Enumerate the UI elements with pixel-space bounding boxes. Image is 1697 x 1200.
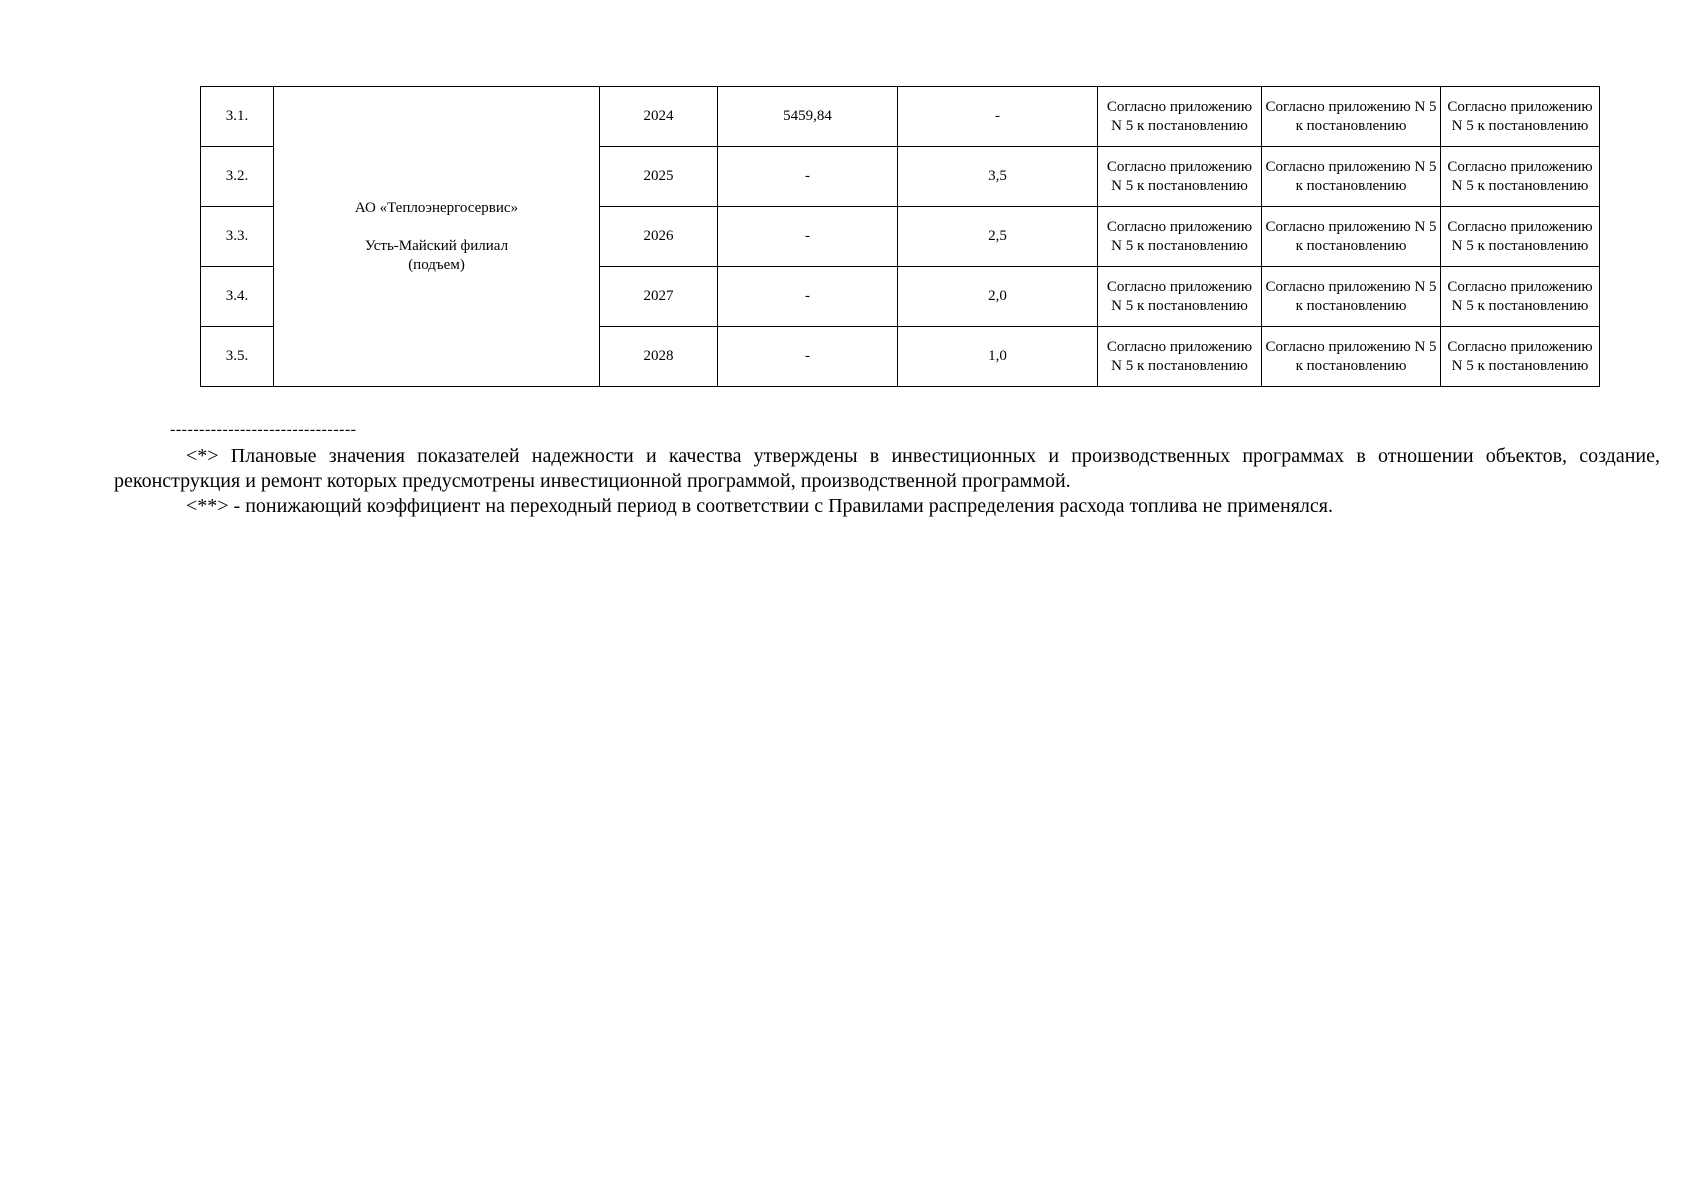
reference-cell-1 xyxy=(1098,147,1262,207)
reference-cell-1 xyxy=(1098,267,1262,327)
reference-text: Согласно приложению N 5 к постановлению xyxy=(1447,278,1593,314)
reference-text: Согласно приложению N 5 к постановлению xyxy=(1447,338,1593,374)
year-cell: 2027 xyxy=(600,267,718,327)
reference-text: Согласно приложению N 5 к постановлению xyxy=(1106,218,1253,254)
value-b-cell: 1,0 xyxy=(898,327,1098,387)
organization-spacer xyxy=(276,218,597,237)
reference-text: Согласно приложению N 5 к постановлению xyxy=(1447,218,1593,254)
reference-text: Согласно приложению N 5 к постановлению xyxy=(1265,98,1437,134)
reference-text: Согласно приложению N 5 к постановлению xyxy=(1265,338,1437,374)
reference-cell-2 xyxy=(1262,147,1441,207)
reference-cell-3 xyxy=(1441,327,1600,387)
footnotes xyxy=(114,420,1660,519)
organization-name: АО «Теплоэнергосервис» xyxy=(354,199,519,216)
value-b-cell: 2,5 xyxy=(898,207,1098,267)
value-a-cell: 5459,84 xyxy=(718,87,898,147)
reference-text: Согласно приложению N 5 к постановлению xyxy=(1447,98,1593,134)
value-a-cell: - xyxy=(718,147,898,207)
reference-cell-3 xyxy=(1441,87,1600,147)
indicators-table xyxy=(200,86,1600,387)
reference-text: Согласно приложению N 5 к постановлению xyxy=(1106,98,1253,134)
row-number: 3.5. xyxy=(201,327,274,387)
year-cell: 2028 xyxy=(600,327,718,387)
reference-text: Согласно приложению N 5 к постановлению xyxy=(1106,158,1253,194)
reference-cell-2 xyxy=(1262,327,1441,387)
organization-note: (подъем) xyxy=(408,256,465,273)
row-number: 3.1. xyxy=(201,87,274,147)
value-b-cell: 3,5 xyxy=(898,147,1098,207)
reference-cell-3 xyxy=(1441,207,1600,267)
reference-cell-3 xyxy=(1441,147,1600,207)
value-a-cell: - xyxy=(718,207,898,267)
year-cell: 2024 xyxy=(600,87,718,147)
organization-cell xyxy=(274,87,600,387)
reference-cell-1 xyxy=(1098,207,1262,267)
reference-text: Согласно приложению N 5 к постановлению xyxy=(1265,278,1437,314)
value-a-cell: - xyxy=(718,267,898,327)
footnote-2: <**> - понижающий коэффициент на переходный период в соответствии с Правилами распределения расхода топлива не применялся. xyxy=(186,495,1333,517)
reference-text: Согласно приложению N 5 к постановлению xyxy=(1265,218,1437,254)
reference-text: Согласно приложению N 5 к постановлению xyxy=(1106,278,1253,314)
reference-cell-1 xyxy=(1098,87,1262,147)
row-number: 3.4. xyxy=(201,267,274,327)
year-cell: 2025 xyxy=(600,147,718,207)
reference-text: Согласно приложению N 5 к постановлению xyxy=(1106,338,1253,374)
reference-cell-3 xyxy=(1441,267,1600,327)
value-b-cell: - xyxy=(898,87,1098,147)
year-cell: 2026 xyxy=(600,207,718,267)
row-number: 3.3. xyxy=(201,207,274,267)
row-number: 3.2. xyxy=(201,147,274,207)
value-a-cell: - xyxy=(718,327,898,387)
reference-cell-2 xyxy=(1262,267,1441,327)
table-row xyxy=(201,87,1600,147)
reference-text: Согласно приложению N 5 к постановлению xyxy=(1265,158,1437,194)
reference-cell-2 xyxy=(1262,207,1441,267)
organization-branch: Усть-Майский филиал xyxy=(364,237,509,254)
footnote-separator: -------------------------------- xyxy=(170,421,357,438)
reference-text: Согласно приложению N 5 к постановлению xyxy=(1447,158,1593,194)
reference-cell-2 xyxy=(1262,87,1441,147)
reference-cell-1 xyxy=(1098,327,1262,387)
footnote-1: <*> Плановые значения показателей надежности и качества утверждены в инвестиционных и производственных программах в отношении объектов, создание, реконструкция и ремонт которых предусмотрены инвестиционной программой, производственной программой. xyxy=(114,445,1660,492)
value-b-cell: 2,0 xyxy=(898,267,1098,327)
